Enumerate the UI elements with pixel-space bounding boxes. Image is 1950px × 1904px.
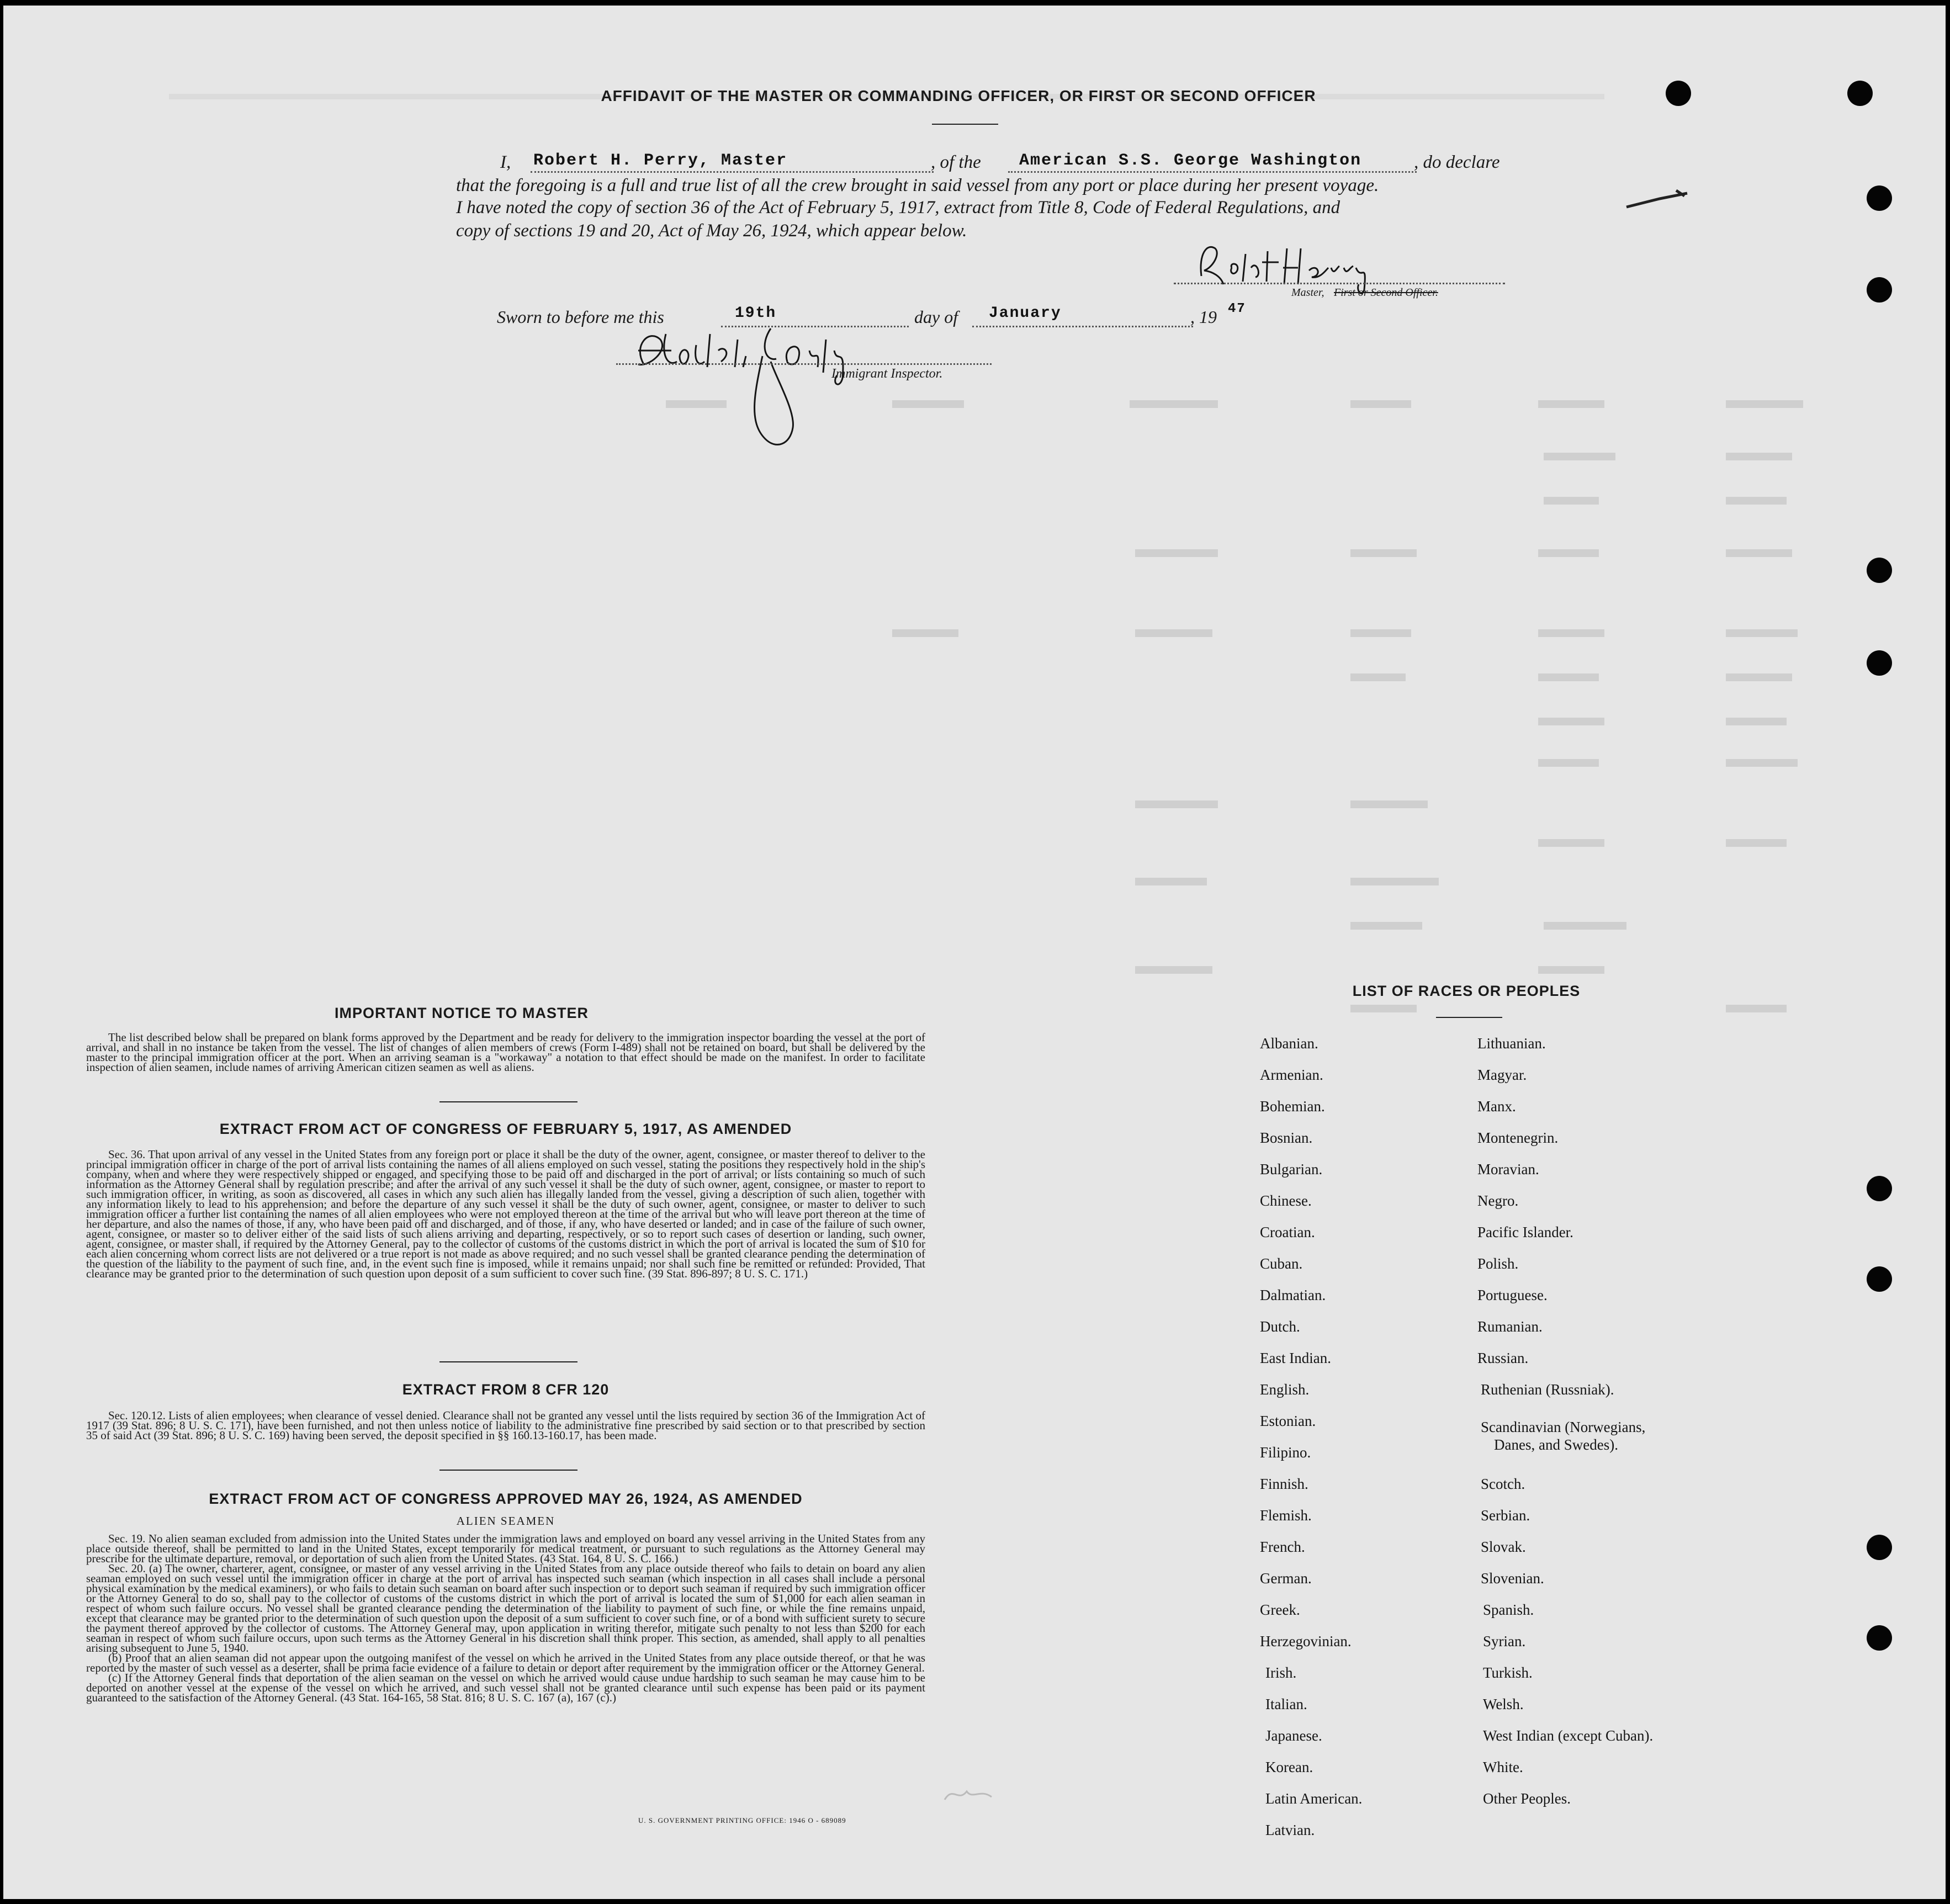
affidavit-title: AFFIDAVIT OF THE MASTER OR COMMANDING OFFICER, OR FIRST OR SECOND OFFICER [601,87,1316,104]
race-item: Montenegrin. [1477,1129,1559,1146]
declarant-name-line [531,171,934,173]
document-page [3,6,1946,1899]
race-item: Welsh. [1483,1696,1524,1712]
race-item: Moravian. [1477,1161,1539,1178]
race-item: Syrian. [1483,1633,1526,1650]
master-signature-line [1174,283,1505,284]
extract-1917-title: EXTRACT FROM ACT OF CONGRESS OF FEBRUARY 5, 1917, AS AMENDED [219,1121,792,1137]
race-item: English. [1260,1381,1310,1398]
race-item: Croatian. [1260,1224,1315,1240]
vessel-name: American S.S. George Washington [1019,151,1362,170]
race-item: West Indian (except Cuban). [1483,1727,1654,1744]
vessel-name-line [1008,171,1417,173]
race-item: Bosnian. [1260,1129,1313,1146]
race-item: French. [1260,1539,1305,1555]
race-item: Finnish. [1260,1476,1308,1492]
printing-office-imprint: U. S. GOVERNMENT PRINTING OFFICE: 1946 O - 689089 [638,1816,846,1825]
extract-1924-paragraph: (b) Proof that an alien seaman did not appear upon the outgoing manifest of the vessel on which he arrived in the United States from any place outside thereof, or that he was reported by the master of such vessel as a deserter, shall be prima facie evidence of a failure to detain or deport after requirement by the immigration officer or the Attorney General. [86,1651,925,1674]
extract-1924-paragraph: Sec. 20. (a) The owner, charterer, agent, consignee, or master of any vessel arriving in the United States from any place outside thereof who fails to detain on board any alien seaman employed on such vessel until the immigration officer in charge at the port of arrival has inspected such seaman (which inspection in all cases shall include a personal physical examination by the medical examiners), or who fails to detain such seaman on board after such inspection or to deport such seaman if required by such immigration officer or the Attorney General to do so, shall pay to the collector of customs of the customs district in which the port of arrival is located the sum of $1,000 for each alien seaman in respect of whom such failure occurs. No vessel shall be granted clearance pending the determination of the liability to payment of such fine, or while the fine remains unpaid, except that clearance may be granted prior to the determination of such question upon the deposit of a sum sufficient to cover such fine, or of a bond with sufficient surety to secure the payment thereof approved by the collector of customs. The Attorney General may, upon application in writing therefor, mitigate such penalty to not less than $200 for each seaman in respect of whom such failure occurs, upon such terms as the Attorney General in his discretion shall think proper. This section, as amended, shall apply to all penalties arising subsequent to June 5, 1940. [86,1562,925,1654]
affidavit-do-declare: , do declare [1414,152,1500,172]
races-title: LIST OF RACES OR PEOPLES [1352,983,1581,999]
race-item: Turkish. [1483,1664,1533,1681]
signer-caption-struck: First or Second Officer. [1334,287,1438,299]
section-divider [439,1101,577,1102]
race-item: Spanish. [1483,1601,1534,1618]
punch-hole [1867,1625,1892,1651]
extract-1917-paragraph: Sec. 36. That upon arrival of any vessel in the United States from any foreign port or place it shall be the duty of the owner, agent, consignee, or master thereof to deliver to the principal immigration officer in charge of the port of arrival lists containing the names of all aliens employed on such vessel, stating the positions they respectively hold in the ship's company, when and where they were respectively shipped or engaged, and specifying those to be paid off and discharged in the port of arrival; or lists containing so much of such information as the Attorney General shall by regulation prescribe; and after the arrival of any such vessel it shall be the duty of such owner, agent, consignee, or master to report to such immigration officer, in writing, as soon as discovered, all cases in which any such alien has illegally landed from the vessel, giving a description of such alien, together with any information likely to lead to his apprehension; and before the departure of any such vessel it shall be the duty of such owner, agent, consignee, or master to deliver to such immigration officer a further list containing the names of all alien employees who were not employed thereon at the time of the arrival but who will leave port thereon at the time of her departure, and also the names of those, if any, who have been paid off and discharged, and of those, if any, who have deserted or landed; and in case of the failure of such owner, agent, consignee, or master so to deliver either of the said lists of such aliens arriving and departing, respectively, or so to report such cases of desertion or landing, such owner, agent, consignee, or master shall, if required by the Attorney General, pay to the collector of customs of the customs district in which the port of arrival is located the sum of $10 for each alien concerning whom correct lists are not delivered or a true report is not made as above required; and no such vessel shall be granted clearance pending the determination of the question of the liability to the payment of such fine, and, in the event such fine is imposed, while it remains unpaid; nor shall such fine be remitted or refunded: Provided, That clearance may be granted prior to the determination of such question upon deposit of a sum sufficient to cover such fine. (39 Stat. 896-897; 8 U. S. C. 171.) [86,1148,925,1280]
race-item: Slovenian. [1481,1570,1544,1587]
sworn-month: January [989,305,1062,322]
race-item: Russian. [1477,1350,1529,1366]
race-item: Lithuanian. [1477,1035,1546,1052]
race-item: Dalmatian. [1260,1287,1326,1303]
affidavit-line4: copy of sections 19 and 20, Act of May 26, 1924, which appear below. [456,221,967,241]
notice-text-block [86,1032,925,1072]
affidavit-line3: I have noted the copy of section 36 of the Act of February 5, 1917, extract from Title 8, Code of Federal Regulations, and [456,198,1340,218]
race-item: Ruthenian (Russniak). [1481,1381,1614,1398]
affidavit-of-the: , of the [931,152,981,172]
race-item: Latin American. [1265,1790,1363,1807]
race-item: Danes, and Swedes). [1494,1436,1618,1453]
race-item: Magyar. [1477,1067,1527,1083]
extract-8cfr-text-block [86,1410,925,1440]
race-item: Filipino. [1260,1444,1311,1461]
race-item: Serbian. [1481,1507,1530,1524]
extract-1924-title: EXTRACT FROM ACT OF CONGRESS APPROVED MAY 26, 1924, AS AMENDED [209,1491,803,1507]
race-item: Dutch. [1260,1318,1300,1335]
pencil-mark [942,1783,1008,1805]
punch-hole [1867,1266,1892,1292]
race-item: Bohemian. [1260,1098,1325,1115]
race-item: Japanese. [1265,1727,1322,1744]
race-item: Herzegovinian. [1260,1633,1352,1650]
inspector-signature-line [616,363,992,365]
extract-1917-text-block [86,1149,925,1279]
races-divider [1436,1017,1502,1018]
section-divider [439,1470,577,1471]
notice-title: IMPORTANT NOTICE TO MASTER [335,1005,589,1021]
sworn-day-of: day of [914,307,958,327]
race-item: Latvian. [1265,1822,1315,1838]
race-item: Rumanian. [1477,1318,1543,1335]
extract-1924-subtitle: ALIEN SEAMEN [456,1514,555,1528]
extract-8cfr-paragraph: Sec. 120.12. Lists of alien employees; when clearance of vessel denied. Clearance shall not be granted any vessel until the lists required by section 36 of the Immigration Act of 1917 (39 Stat. 896; 8 U. S. C. 171), have been furnished, and not then unless notice of liability to the administrative fine prescribed by said section or to that prescribed by section 35 of said Act (39 Stat. 896; 8 U. S. C. 169) having been served, the deposit specified in §§ 160.13-160.17, has been made. [86,1409,925,1442]
race-item: Greek. [1260,1601,1300,1618]
race-item: Armenian. [1260,1067,1323,1083]
race-item: Korean. [1265,1759,1313,1775]
affidavit-i: I, [500,152,511,172]
sworn-year: 47 [1228,301,1246,316]
race-item: East Indian. [1260,1350,1331,1366]
race-item: Cuban. [1260,1255,1303,1272]
race-item: Negro. [1477,1192,1519,1209]
inspector-caption: Immigrant Inspector. [831,367,943,381]
extract-1924-paragraph: (c) If the Attorney General finds that deportation of the alien seaman on the vessel on which he arrived would cause undue hardship to such seaman he may cause him to be deported on another vessel at the expense of the vessel on which he arrived, and such vessel shall not be granted clearance until such expense has been paid or its payment guaranteed to the satisfaction of the Attorney General. (43 Stat. 164-165, 58 Stat. 816; 8 U. S. C. 167 (a), 167 (c).) [86,1671,925,1704]
inspector-signature [627,312,914,478]
extract-1924-text-block [86,1534,925,1703]
title-divider [932,124,998,125]
race-item: Chinese. [1260,1192,1312,1209]
race-item: Scotch. [1481,1476,1525,1492]
sworn-year-prefix: , 19 [1190,307,1217,327]
race-item: Irish. [1265,1664,1297,1681]
race-item: Pacific Islander. [1477,1224,1573,1240]
race-item: Estonian. [1260,1413,1316,1429]
extract-1924-paragraph: Sec. 19. No alien seaman excluded from admission into the United States under the immigration laws and employed on board any vessel arriving in the United States from any place outside thereof, shall be permitted to land in the United States, except temporarily for medical treatment, or pursuant to such regulations as the Attorney General may prescribe for the ultimate departure, removal, or deportation of such alien from the United States. (43 Stat. 164, 8 U. S. C. 166.) [86,1532,925,1565]
pencil-mark [1621,182,1709,215]
race-item: White. [1483,1759,1523,1775]
sworn-before: Sworn to before me this [497,307,664,327]
section-divider [439,1361,577,1362]
sworn-day: 19th [735,305,777,322]
punch-hole [1867,1176,1892,1201]
race-item: Scandinavian (Norwegians, [1481,1419,1646,1435]
race-item: Polish. [1477,1255,1519,1272]
race-item: Other Peoples. [1483,1790,1571,1807]
notice-paragraph: The list described below shall be prepared on blank forms approved by the Department and be ready for delivery to the immigration inspector boarding the vessel at the port of arrival, and shall in no instance be taken from the vessel. The list of changes of alien members of crews (Form I-489) shall not be retained on board, but shall be delivered by the master to the principal immigration officer at the port. When an arriving seaman is a "workaway" a notation to that effect should be made on the manifest. In order to facilitate inspection of alien seamen, include names of arriving American citizen seamen as well as aliens. [86,1031,925,1074]
affidavit-line2: that the foregoing is a full and true list of all the crew brought in said vessel from any port or place during her present voyage. [456,176,1379,195]
race-item: German. [1260,1570,1312,1587]
race-item: Slovak. [1481,1539,1526,1555]
race-item: Albanian. [1260,1035,1318,1052]
race-item: Flemish. [1260,1507,1312,1524]
declarant-name: Robert H. Perry, Master [533,151,788,170]
race-item: Manx. [1477,1098,1516,1115]
signer-caption-master: Master, [1291,287,1324,299]
race-item: Bulgarian. [1260,1161,1323,1178]
race-item: Portuguese. [1477,1287,1548,1303]
punch-hole [1867,1535,1892,1560]
sworn-month-line [972,326,1193,327]
race-item: Italian. [1265,1696,1307,1712]
extract-8cfr-title: EXTRACT FROM 8 CFR 120 [402,1381,610,1398]
master-signature [1190,237,1378,293]
